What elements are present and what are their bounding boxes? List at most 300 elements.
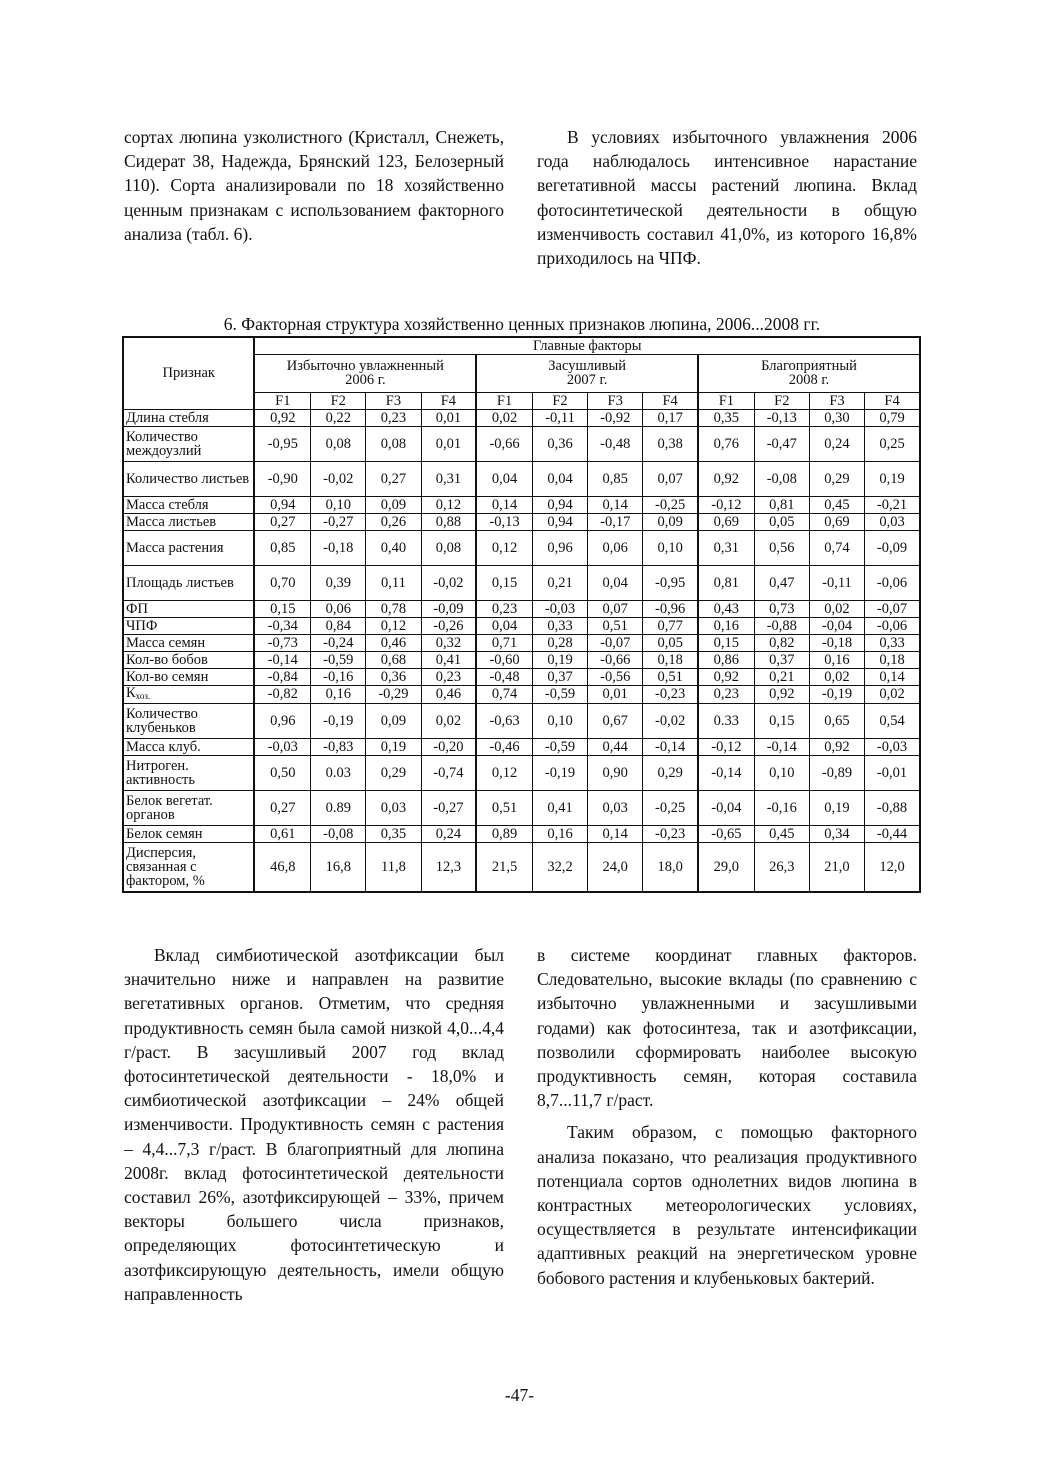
factor-header: F1: [698, 392, 754, 409]
factor-value: 0,18: [643, 651, 698, 668]
factor-value: 0,40: [366, 530, 421, 565]
trait-name: [123, 461, 254, 496]
trait-name: [123, 703, 254, 738]
header-main-factors: Главные факторы: [254, 337, 920, 354]
page-number: -47-: [504, 1385, 535, 1405]
factor-value: 0,46: [366, 634, 421, 651]
factor-value: -0,83: [311, 738, 366, 755]
factor-value: -0,13: [476, 513, 532, 530]
paragraph: Таким образом, с помощью факторного анализа показано, что реализация продуктивного потенциала сортов однолетних видов люпина в контрастных метеорологических условиях, осуществляется в результате интенсификации адаптивных реакций на энергетическом уровне бобового растения и клубеньковых бактерий.: [537, 1122, 917, 1288]
factor-value: -0,96: [643, 600, 698, 617]
factor-value: -0,34: [254, 617, 310, 634]
trait-name: [123, 617, 254, 634]
factor-value: -0,14: [643, 738, 698, 755]
factor-value: 0,33: [865, 634, 920, 651]
header-group-2007: [476, 354, 698, 392]
factor-value: 0,19: [809, 790, 864, 825]
factor-value: 0,37: [754, 651, 809, 668]
table-row: [123, 651, 920, 668]
table-row: [123, 426, 920, 461]
factor-value: -0,59: [532, 738, 587, 755]
factor-value: 0,27: [254, 513, 310, 530]
factor-value: 0,19: [865, 461, 920, 496]
factor-value: 0,12: [476, 530, 532, 565]
factor-value: 0,74: [809, 530, 864, 565]
factor-value: 0,17: [643, 409, 698, 426]
table-row: [123, 617, 920, 634]
factor-value: 0,14: [865, 668, 920, 685]
factor-value: -0,09: [865, 530, 920, 565]
factor-value: 0,27: [254, 790, 310, 825]
factor-value: -0,07: [865, 600, 920, 617]
factor-value: 21,5: [476, 842, 532, 892]
factor-value: 0,23: [421, 668, 476, 685]
factor-value: 0,01: [421, 426, 476, 461]
factor-value: -0,95: [643, 565, 698, 600]
trait-label: Белок вегетат. органов: [126, 792, 213, 823]
factor-value: 0,94: [532, 496, 587, 513]
table-row: [123, 703, 920, 738]
factor-value: -0,48: [588, 426, 643, 461]
factor-value: 11,8: [366, 842, 421, 892]
trait-name: [123, 685, 254, 703]
factor-value: 0,09: [643, 513, 698, 530]
factor-value: -0,16: [311, 668, 366, 685]
factor-value: -0,65: [698, 825, 754, 842]
factor-value: -0,27: [421, 790, 476, 825]
trait-name: [123, 738, 254, 755]
factor-value: 26,3: [754, 842, 809, 892]
factor-value: 0,16: [532, 825, 587, 842]
factor-value: 0,01: [421, 409, 476, 426]
factor-value: 0,24: [809, 426, 864, 461]
factor-value: 0,73: [754, 600, 809, 617]
table-row: [123, 790, 920, 825]
factor-value: -0,63: [476, 703, 532, 738]
trait-name: [123, 755, 254, 790]
factor-value: 0,02: [809, 600, 864, 617]
factor-value: 0,92: [698, 668, 754, 685]
factor-header: F1: [476, 392, 532, 409]
factor-value: 0,14: [476, 496, 532, 513]
factor-value: 0,29: [643, 755, 698, 790]
factor-value: 0,46: [421, 685, 476, 703]
text-column-top-right: [537, 125, 917, 270]
factor-value: 29,0: [698, 842, 754, 892]
factor-value: 0.33: [698, 703, 754, 738]
factor-value: 0,36: [532, 426, 587, 461]
factor-value: -0,14: [698, 755, 754, 790]
factor-value: -0,13: [754, 409, 809, 426]
trait-label: Площадь листьев: [126, 574, 234, 591]
table-row: [123, 842, 920, 892]
trait-label: Масса стебля: [126, 496, 209, 513]
factor-value: -0,44: [865, 825, 920, 842]
factor-value: 0,05: [643, 634, 698, 651]
factor-value: -0,26: [421, 617, 476, 634]
trait-label: Нитроген. активность: [126, 757, 195, 788]
factor-header: F1: [254, 392, 310, 409]
factor-value: 0,28: [532, 634, 587, 651]
factor-value: 0,39: [311, 565, 366, 600]
factor-value: -0,18: [809, 634, 864, 651]
group-title: Избыточно увлажненный: [286, 358, 444, 374]
factor-value: 0,06: [588, 530, 643, 565]
factor-value: 0,19: [532, 651, 587, 668]
factor-value: 21,0: [809, 842, 864, 892]
factor-value: -0,11: [532, 409, 587, 426]
trait-name: [123, 409, 254, 426]
factor-value: 0,92: [254, 409, 310, 426]
factor-value: 0,30: [809, 409, 864, 426]
factor-value: -0,88: [754, 617, 809, 634]
table-row: [123, 530, 920, 565]
factor-value: 0,92: [809, 738, 864, 755]
factor-value: -0,92: [588, 409, 643, 426]
factor-value: 0,79: [865, 409, 920, 426]
factor-value: -0,18: [311, 530, 366, 565]
factor-value: 0,07: [588, 600, 643, 617]
factor-value: -0,60: [476, 651, 532, 668]
trait-label: Кол-во семян: [126, 668, 209, 685]
factor-value: -0,66: [476, 426, 532, 461]
factor-value: 0,02: [476, 409, 532, 426]
factor-value: 0,02: [809, 668, 864, 685]
factor-value: 0,27: [366, 461, 421, 496]
group-title: Благоприятный: [761, 358, 857, 374]
factor-value: 0,85: [588, 461, 643, 496]
table-row: [123, 565, 920, 600]
factor-header: F4: [865, 392, 920, 409]
factor-value: 0,04: [532, 461, 587, 496]
factor-value: 0,94: [254, 496, 310, 513]
factor-value: -0,47: [754, 426, 809, 461]
trait-name: [123, 530, 254, 565]
factor-value: -0,06: [865, 565, 920, 600]
factor-value: -0,02: [643, 703, 698, 738]
factor-value: -0,23: [643, 685, 698, 703]
factor-value: -0,08: [311, 825, 366, 842]
trait-label: ФП: [126, 600, 148, 617]
factor-value: 0,47: [754, 565, 809, 600]
paragraph: Вклад симбиотической азотфиксации был значительно ниже и направлен на развитие вегетативных органов. Отметим, что средняя продуктивность семян была самой низкой 4,0...4,4 г/раст. В засушливый 2007 год вклад фотосинтетической деятельности - 18,0% и симбиотической азотфиксации – 24% общей изменчивости. Продуктивность семян с растения – 4,4...7,3 г/раст. В благоприятный для люпина 2008г. вклад фотосинтетической деятельности составил 26%, азотфиксирующей – 33%, причем векторы большего числа признаков, определяющих фотосинтетическую и азотфиксирующую деятельность, имели общую направленность: [124, 945, 504, 1304]
trait-label: К: [126, 684, 136, 701]
factor-value: -0,46: [476, 738, 532, 755]
factor-value: 0,23: [476, 600, 532, 617]
table-row: [123, 825, 920, 842]
factor-value: 24,0: [588, 842, 643, 892]
factor-value: -0,07: [588, 634, 643, 651]
factor-value: 0,08: [421, 530, 476, 565]
factor-value: 0,67: [588, 703, 643, 738]
factor-value: -0,16: [754, 790, 809, 825]
factor-value: -0,59: [311, 651, 366, 668]
factor-value: 0,23: [366, 409, 421, 426]
factor-value: 0,61: [254, 825, 310, 842]
factor-value: -0,66: [588, 651, 643, 668]
factor-value: -0,82: [254, 685, 310, 703]
factor-header: F4: [643, 392, 698, 409]
factor-value: 0,02: [421, 703, 476, 738]
factor-value: 0,90: [588, 755, 643, 790]
factor-value: 0,26: [366, 513, 421, 530]
factor-value: -0,06: [865, 617, 920, 634]
factor-value: 0,18: [865, 651, 920, 668]
factor-value: 0,16: [698, 617, 754, 634]
factor-value: 0,54: [865, 703, 920, 738]
factor-value: 0,12: [366, 617, 421, 634]
factor-value: 0,96: [532, 530, 587, 565]
factor-value: 0,71: [476, 634, 532, 651]
factor-value: 0,69: [809, 513, 864, 530]
factor-value: 0,51: [643, 668, 698, 685]
factor-value: 0,69: [698, 513, 754, 530]
factor-value: 0,04: [476, 461, 532, 496]
factor-value: 0,77: [643, 617, 698, 634]
trait-name: [123, 496, 254, 513]
factor-value: 0.89: [311, 790, 366, 825]
factor-value: 0,41: [421, 651, 476, 668]
factor-value: -0,02: [421, 565, 476, 600]
factor-header: F3: [809, 392, 864, 409]
factor-header: F2: [532, 392, 587, 409]
header-group-2006: [254, 354, 476, 392]
paragraph: В условиях избыточного увлажнения 2006 года наблюдалось интенсивное нарастание вегетативной массы растений люпина. Вклад фотосинтетической деятельности в общую изменчивость составил 41,0%, из которого 16,8% приходилось на ЧПФ.: [537, 127, 917, 269]
factor-table: [122, 336, 921, 893]
factor-value: -0,03: [865, 738, 920, 755]
factor-value: 0,05: [754, 513, 809, 530]
factor-value: -0,27: [311, 513, 366, 530]
trait-subscript: хоз.: [135, 690, 151, 701]
factor-value: 0,15: [698, 634, 754, 651]
table-row: [123, 600, 920, 617]
factor-value: 0,22: [311, 409, 366, 426]
factor-value: 0,82: [754, 634, 809, 651]
factor-value: 0,36: [366, 668, 421, 685]
factor-value: 0,51: [476, 790, 532, 825]
factor-value: 0,76: [698, 426, 754, 461]
factor-value: 0,56: [754, 530, 809, 565]
factor-value: 0,21: [754, 668, 809, 685]
factor-value: 0,21: [532, 565, 587, 600]
factor-value: -0,25: [643, 496, 698, 513]
factor-value: -0,02: [311, 461, 366, 496]
text-column-bottom-right: [537, 943, 917, 1290]
trait-label: Длина стебля: [126, 409, 209, 426]
factor-value: -0,29: [366, 685, 421, 703]
factor-value: 0,10: [754, 755, 809, 790]
table-caption: 6. Факторная структура хозяйственно ценных признаков люпина, 2006...2008 гг.: [223, 314, 821, 334]
factor-value: 0,04: [476, 617, 532, 634]
table-row: [123, 496, 920, 513]
factor-value: 0,37: [532, 668, 587, 685]
factor-value: 0,06: [311, 600, 366, 617]
factor-value: 0,85: [254, 530, 310, 565]
factor-value: -0,19: [809, 685, 864, 703]
factor-value: 0,09: [366, 703, 421, 738]
factor-value: -0,90: [254, 461, 310, 496]
factor-value: 0,32: [421, 634, 476, 651]
factor-value: 0,78: [366, 600, 421, 617]
factor-value: -0,74: [421, 755, 476, 790]
factor-value: 0.03: [311, 755, 366, 790]
factor-value: 0,92: [754, 685, 809, 703]
trait-name: [123, 634, 254, 651]
factor-value: 0,68: [366, 651, 421, 668]
factor-value: 0,02: [865, 685, 920, 703]
factor-value: -0,48: [476, 668, 532, 685]
factor-value: 0,65: [809, 703, 864, 738]
trait-name: [123, 790, 254, 825]
factor-value: -0,73: [254, 634, 310, 651]
table-row: [123, 755, 920, 790]
factor-value: 0,03: [865, 513, 920, 530]
factor-value: 0,12: [421, 496, 476, 513]
factor-value: 18,0: [643, 842, 698, 892]
factor-value: 0,70: [254, 565, 310, 600]
factor-value: -0,20: [421, 738, 476, 755]
header-group-2008: [698, 354, 920, 392]
factor-value: 0,45: [754, 825, 809, 842]
factor-value: 0,51: [588, 617, 643, 634]
group-year: 2007 г.: [566, 372, 608, 388]
factor-value: 0,11: [366, 565, 421, 600]
factor-value: 0,12: [476, 755, 532, 790]
factor-value: 0,44: [588, 738, 643, 755]
trait-label: Количество клубеньков: [126, 705, 198, 736]
trait-label: Белок семян: [126, 825, 203, 842]
trait-label: Масса клуб.: [126, 738, 201, 755]
trait-name: [123, 651, 254, 668]
factor-value: 0,96: [254, 703, 310, 738]
factor-value: 0,38: [643, 426, 698, 461]
factor-value: 0,16: [311, 685, 366, 703]
factor-value: 0,94: [532, 513, 587, 530]
trait-name: [123, 668, 254, 685]
factor-value: 0,09: [366, 496, 421, 513]
factor-value: 16,8: [311, 842, 366, 892]
factor-value: 12,3: [421, 842, 476, 892]
factor-value: -0,03: [254, 738, 310, 755]
factor-value: 0,33: [532, 617, 587, 634]
factor-value: 0,03: [366, 790, 421, 825]
trait-label: Дисперсия, связанная с фактором, %: [126, 844, 205, 889]
trait-label: ЧПФ: [126, 617, 158, 634]
factor-value: 0,04: [588, 565, 643, 600]
factor-value: 0,41: [532, 790, 587, 825]
factor-value: 12,0: [865, 842, 920, 892]
factor-value: -0,19: [311, 703, 366, 738]
factor-value: 0,92: [698, 461, 754, 496]
factor-value: 0,10: [532, 703, 587, 738]
factor-value: 0,81: [754, 496, 809, 513]
factor-value: 0,25: [865, 426, 920, 461]
factor-value: 0,15: [254, 600, 310, 617]
trait-name: [123, 513, 254, 530]
factor-value: 0,35: [698, 409, 754, 426]
factor-value: 0,07: [643, 461, 698, 496]
factor-value: 0,43: [698, 600, 754, 617]
trait-name: [123, 842, 254, 892]
factor-value: -0,08: [754, 461, 809, 496]
factor-header: F4: [421, 392, 476, 409]
trait-label: Масса растения: [126, 539, 224, 556]
factor-value: 0,23: [698, 685, 754, 703]
factor-value: 0,81: [698, 565, 754, 600]
group-title: Засушливый: [548, 358, 626, 374]
table-row: [123, 685, 920, 703]
group-year: 2006 г.: [345, 372, 386, 388]
trait-label: Кол-во бобов: [126, 651, 208, 668]
factor-value: -0,23: [643, 825, 698, 842]
trait-name: [123, 426, 254, 461]
factor-value: 0,34: [809, 825, 864, 842]
factor-value: -0,11: [809, 565, 864, 600]
factor-value: 0,10: [311, 496, 366, 513]
factor-value: -0,95: [254, 426, 310, 461]
factor-value: -0,14: [254, 651, 310, 668]
factor-value: 0,31: [698, 530, 754, 565]
table-row: [123, 461, 920, 496]
factor-value: 32,2: [532, 842, 587, 892]
factor-value: 0,15: [476, 565, 532, 600]
factor-value: 0,14: [588, 825, 643, 842]
factor-value: -0,17: [588, 513, 643, 530]
paragraph: в системе координат главных факторов. Следовательно, высокие вклады (по сравнению с избыточно увлажненными и засушливыми годами) как фотосинтеза, так и азотфиксации, позволили сформировать наиболее высокую продуктивность семян, которая составила 8,7...11,7 г/раст.: [537, 945, 917, 1111]
factor-value: -0,24: [311, 634, 366, 651]
trait-label: Масса семян: [126, 634, 206, 651]
table-row: [123, 634, 920, 651]
factor-value: 0,29: [809, 461, 864, 496]
factor-value: 0,89: [476, 825, 532, 842]
factor-value: -0,59: [532, 685, 587, 703]
trait-name: [123, 600, 254, 617]
factor-value: -0,89: [809, 755, 864, 790]
factor-value: -0,84: [254, 668, 310, 685]
factor-value: 0,24: [421, 825, 476, 842]
factor-value: -0,09: [421, 600, 476, 617]
factor-value: 0,19: [366, 738, 421, 755]
text-column-top-left: [124, 125, 504, 246]
factor-header: F3: [366, 392, 421, 409]
header-trait: Признак: [123, 337, 254, 409]
factor-value: 0,14: [588, 496, 643, 513]
factor-value: -0,19: [532, 755, 587, 790]
factor-value: 0,01: [588, 685, 643, 703]
factor-header: F2: [754, 392, 809, 409]
factor-value: -0,14: [754, 738, 809, 755]
trait-name: [123, 565, 254, 600]
trait-label: Количество листьев: [126, 470, 250, 487]
paragraph: сортах люпина узколистного (Кристалл, Снежеть, Сидерат 38, Надежда, Брянский 123, Белозерный 110). Сорта анализировали по 18 хозяйственно ценным признакам с использованием факторного анализа (табл. 6).: [124, 127, 504, 244]
factor-value: 0,10: [643, 530, 698, 565]
group-year: 2008 г.: [788, 372, 830, 388]
factor-value: 0,50: [254, 755, 310, 790]
table-row: [123, 513, 920, 530]
factor-value: -0,12: [698, 496, 754, 513]
text-column-bottom-left: [124, 943, 504, 1306]
factor-value: 0,15: [754, 703, 809, 738]
factor-value: 0,16: [809, 651, 864, 668]
factor-value: 0,88: [421, 513, 476, 530]
factor-value: -0,88: [865, 790, 920, 825]
factor-value: -0,03: [532, 600, 587, 617]
factor-value: -0,04: [698, 790, 754, 825]
factor-value: 46,8: [254, 842, 310, 892]
factor-value: 0,03: [588, 790, 643, 825]
factor-value: -0,01: [865, 755, 920, 790]
factor-value: 0,08: [366, 426, 421, 461]
